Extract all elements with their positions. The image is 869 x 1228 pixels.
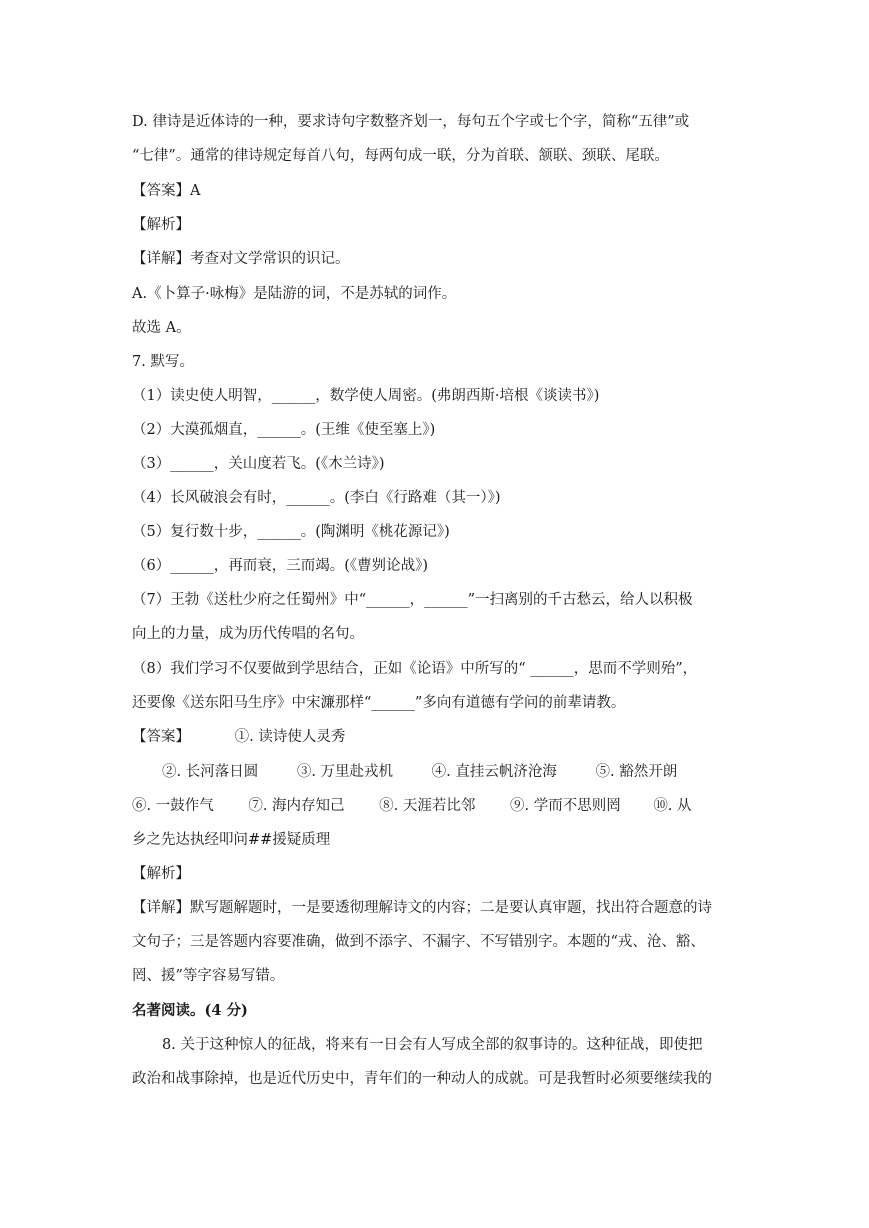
question-7-item-8-line-2: 还要像《送东阳马生序》中宋濂那样“______”多向有道德有学问的前辈请教。 xyxy=(132,695,626,711)
answer-7-item-10-cont: 乡之先达执经叩问##援疑质理 xyxy=(132,832,331,848)
question-7-item-5: （5）复行数十步，______。(陶渊明《桃花源记》) xyxy=(132,524,450,540)
detail-7-line-2: 文句子；三是答题内容要准确，做到不添字、不漏字、不写错别字。本题的“戎、沧、豁、 xyxy=(132,934,705,950)
answer-6: 【答案】A xyxy=(132,183,201,199)
detail-6: 【详解】考查对文学常识的识记。 xyxy=(132,251,350,267)
option-a-explanation: A.《卜算子·咏梅》是陆游的词，不是苏轼的词作。 xyxy=(132,286,457,302)
detail-7-line-1: 【详解】默写题解题时，一是要透彻理解诗文的内容；二是要认真审题，找出符合题意的诗 xyxy=(132,900,712,916)
question-7-item-3: （3）______，关山度若飞。(《木兰诗》) xyxy=(132,456,385,472)
answer-7-item-10: ⑩. 从 xyxy=(653,798,692,814)
question-7-title: 7. 默写。 xyxy=(132,354,194,370)
option-d-line-1: D. 律诗是近体诗的一种，要求诗句字数整齐划一，每句五个字或七个字，简称“五律”或 xyxy=(132,114,690,130)
answer-7-item-6: ⑥. 一鼓作气 xyxy=(132,798,214,814)
question-7-item-1: （1）读史使人明智，______，数学使人周密。(弗朗西斯·培根《谈读书》) xyxy=(132,388,600,404)
question-8-line-2: 政治和战事除掉，也是近代历史中，青年们的一种动人的成就。可是我暂时必须要继续我的 xyxy=(132,1071,712,1087)
answer-7-label: 【答案】 xyxy=(132,729,190,745)
answer-7-row-1 xyxy=(132,727,345,747)
answer-7-item-7: ⑦. 海内存知己 xyxy=(248,798,345,814)
analysis-6: 【解析】 xyxy=(132,217,190,233)
question-7-item-6: （6）______，再而衰，三而竭。(《曹刿论战》) xyxy=(132,558,429,574)
analysis-7: 【解析】 xyxy=(132,866,190,882)
answer-7-item-3: ③. 万里赴戎机 xyxy=(296,764,394,780)
answer-7-item-2: ②. 长河落日圆 xyxy=(162,764,259,780)
answer-7-row-2 xyxy=(162,762,677,782)
question-7-item-7-line-2: 向上的力量，成为历代传唱的名句。 xyxy=(132,626,364,642)
answer-7-row-3 xyxy=(132,796,692,816)
choose-6: 故选 A。 xyxy=(132,320,191,336)
option-d-line-2: “七律”。通常的律诗规定每首八句，每两句成一联，分为首联、颔联、颈联、尾联。 xyxy=(132,148,669,164)
detail-7-line-3: 罔、援”等字容易写错。 xyxy=(132,968,285,984)
answer-7-item-8: ⑧. 天涯若比邻 xyxy=(379,798,476,814)
answer-7-item-1: ①. 读诗使人灵秀 xyxy=(234,729,346,745)
question-7-item-8-line-1: （8）我们学习不仅要做到学思结合，正如《论语》中所写的“ ______，思而不学则殆”， xyxy=(132,661,698,677)
answer-7-item-9: ⑨. 学而不思则罔 xyxy=(509,798,621,814)
question-7-item-4: （4）长风破浪会有时，______。(李白《行路难（其一）》) xyxy=(132,490,501,506)
question-7-item-2: （2）大漠孤烟直，______。(王维《使至塞上》) xyxy=(132,422,436,438)
section-heading: 名著阅读。(4 分) xyxy=(132,1002,248,1019)
answer-7-item-4: ④. 直挂云帆济沧海 xyxy=(431,764,557,780)
question-8-line-1: 8. 关于这种惊人的征战，将来有一日会有人写成全部的叙事诗的。这种征战，即使把 xyxy=(162,1037,703,1053)
question-7-item-7-line-1: （7）王勃《送杜少府之任蜀州》中“______，______”一扫离别的千古愁云，给人以积极 xyxy=(132,592,693,608)
answer-7-item-5: ⑤. 豁然开朗 xyxy=(595,764,678,780)
